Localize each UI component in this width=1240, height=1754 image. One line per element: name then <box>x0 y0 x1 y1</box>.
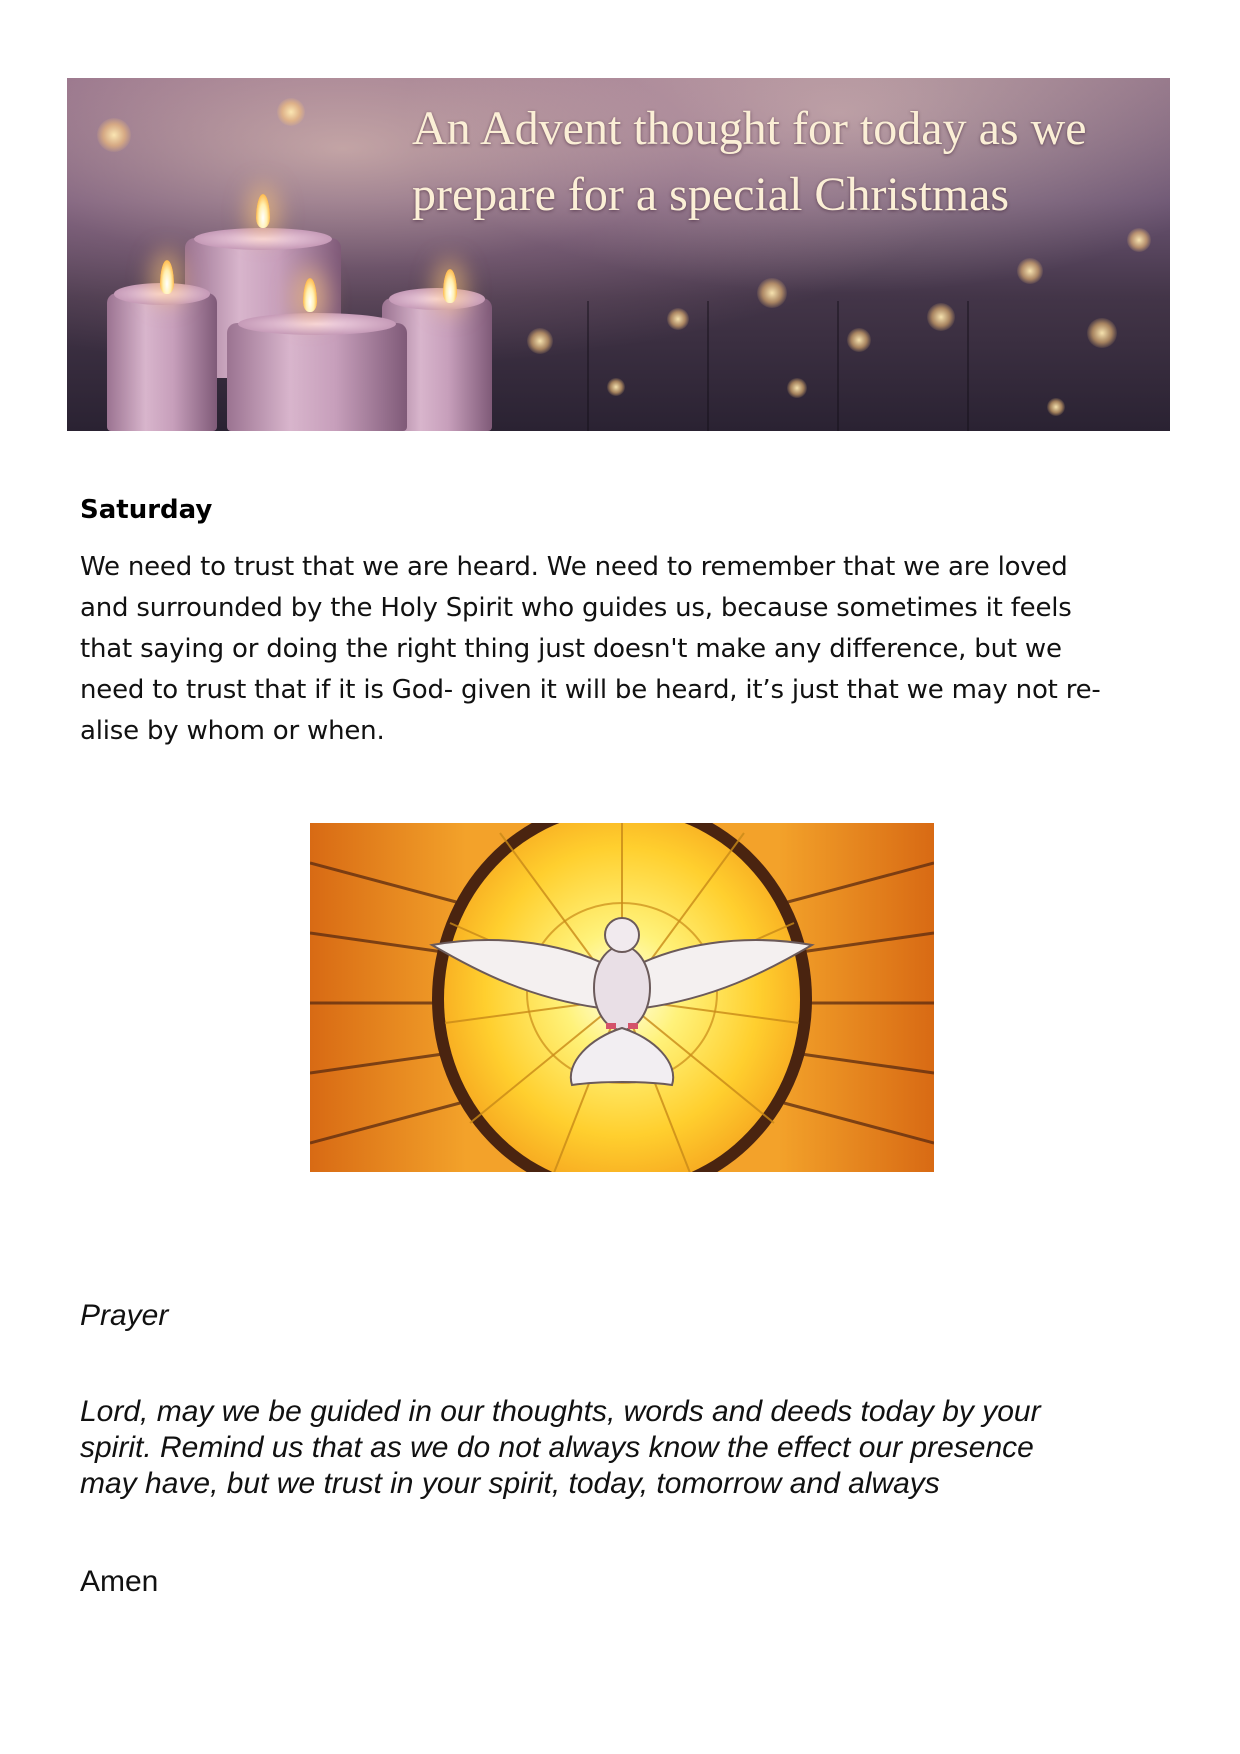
candle <box>227 323 407 431</box>
paragraph-line: that saying or doing the right thing just doesn't make any difference, but we <box>80 634 1062 664</box>
paragraph-line: alise by whom or when. <box>80 716 385 746</box>
bokeh-light <box>1127 228 1151 252</box>
prayer-line: Lord, may we be guided in our thoughts, words and deeds today by your <box>80 1395 1041 1428</box>
bokeh-light <box>1047 398 1065 416</box>
candle-flame-icon <box>256 194 270 228</box>
banner-title-line: An Advent thought for today as we <box>412 102 1087 155</box>
bokeh-light <box>757 278 787 308</box>
banner-title <box>412 96 1152 228</box>
prayer-heading: Prayer <box>80 1299 169 1332</box>
wood-plank-line <box>707 301 709 431</box>
bokeh-light <box>97 118 131 152</box>
bokeh-light <box>1017 258 1043 284</box>
bokeh-light <box>927 303 955 331</box>
amen-closing: Amen <box>80 1565 159 1598</box>
paragraph-line: We need to trust that we are heard. We need to remember that we are loved <box>80 552 1068 582</box>
wood-plank-line <box>837 301 839 431</box>
paragraph-line: need to trust that if it is God- given it will be heard, it’s just that we may not re- <box>80 675 1101 705</box>
bokeh-light <box>667 308 689 330</box>
reflection-paragraph <box>80 547 1170 752</box>
bokeh-light <box>607 378 625 396</box>
day-heading: Saturday <box>80 495 213 525</box>
bokeh-light <box>527 328 553 354</box>
wood-plank-line <box>587 301 589 431</box>
bokeh-light <box>1087 318 1117 348</box>
header-banner-image <box>67 78 1170 431</box>
candle <box>107 293 217 431</box>
bokeh-light <box>787 378 807 398</box>
wood-plank-line <box>967 301 969 431</box>
candle-flame-icon <box>160 260 174 294</box>
dove-illustration <box>310 823 934 1172</box>
banner-title-line: prepare for a special Christmas <box>412 168 1010 221</box>
prayer-paragraph <box>80 1394 1180 1502</box>
bokeh-light <box>847 328 871 352</box>
paragraph-line: and surrounded by the Holy Spirit who guides us, because sometimes it feels <box>80 593 1072 623</box>
bokeh-light <box>277 98 305 126</box>
prayer-line: may have, but we trust in your spirit, today, tomorrow and always <box>80 1467 940 1500</box>
candle-flame-icon <box>443 269 457 303</box>
prayer-line: spirit. Remind us that as we do not always know the effect our presence <box>80 1431 1034 1464</box>
stained-glass-dove-image <box>310 823 934 1172</box>
